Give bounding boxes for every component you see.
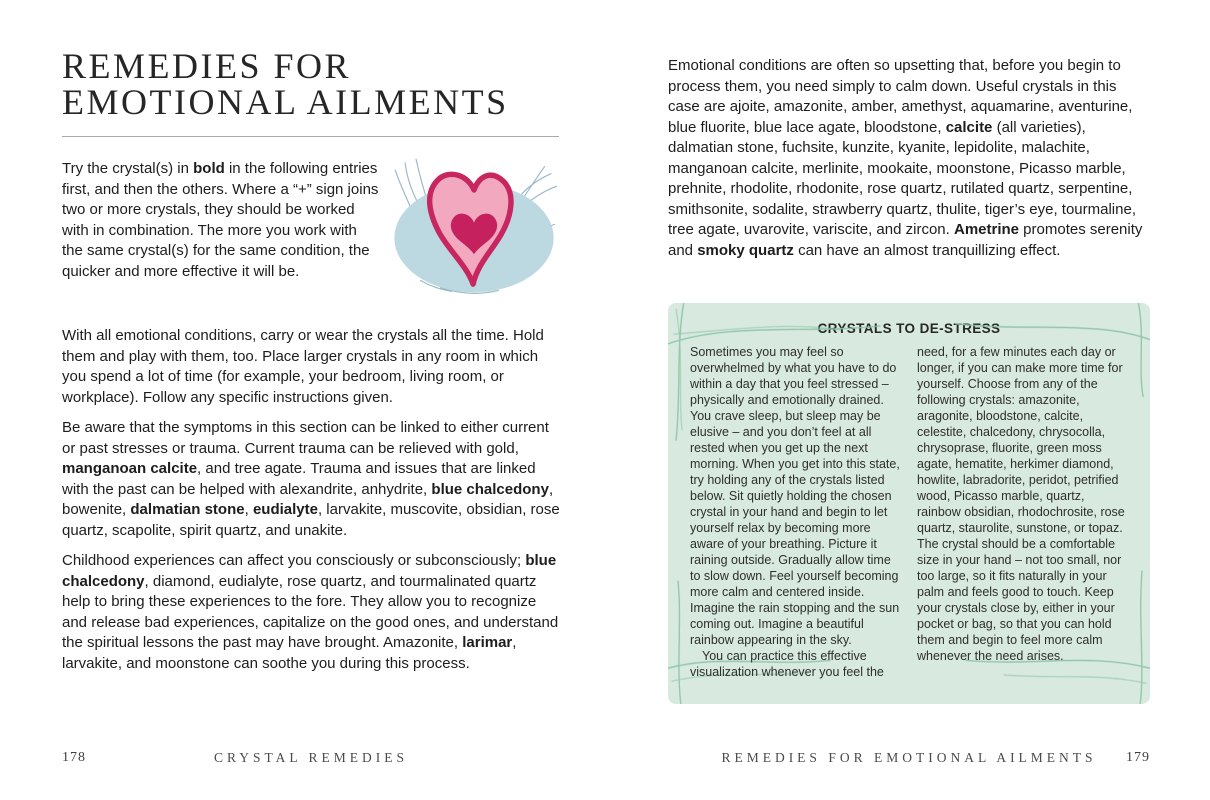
crystals-to-destress-box	[668, 303, 1150, 704]
box-paragraph: Sometimes you may feel so overwhelmed by what you have to do within a day that you feel stressed – physically and emotionally drained. You crave sleep, but sleep may be elusive – and you don’t feel at all rested when you get up the next morning. When you get into this state, try holding any of the crystals listed below. Sit quietly holding the chosen crystal in your hand and begin to let yourself relax by becoming more aware of your breathing. Picture it raining outside. Gradually allow time to slow down. Feel yourself becoming more calm and centered inside. Imagine the rain stopping and the sun coming out. Imagine a beautiful rainbow appearing in the sky.	[690, 345, 900, 647]
box-paragraph: You can practice this effective visualization whenever you feel the	[690, 649, 884, 679]
heart-in-blue-blob-graphic	[388, 149, 560, 307]
box-paragraph: need, for a few minutes each day or longer, if you can make more time for yourself. Choose from any of the following crystals: amazonite, aragonite, bloodstone, calcite, celestite, chalcedony, chrysocolla, chrysoprase, fluorite, green moss agate, hematite, herkimer diamond, howlite, labradorite, peridot, petrified wood, Picasso marble, quartz, rainbow obsidian, rhodochrosite, rose quartz, staurolite, sunstone, or topaz. The crystal should be a comfortable size in your hand – not too small, nor too large, so it fits naturally in your palm and feels good to touch. Keep your crystals close by, either in your pocket or bag, so that you can hold them and begin to feel more calm whenever the need arises.	[917, 345, 1125, 663]
box-column-right	[917, 344, 1128, 680]
page-title-line-2: EMOTIONAL AILMENTS	[62, 82, 509, 122]
box-title: CRYSTALS TO DE-STRESS	[817, 321, 1001, 336]
title-divider	[62, 136, 559, 137]
box-column-left	[690, 344, 901, 680]
page-number: 179	[1126, 750, 1150, 765]
page-title	[62, 48, 562, 120]
page-number: 178	[62, 750, 86, 765]
running-head: REMEDIES FOR EMOTIONAL AILMENTS	[721, 750, 1097, 765]
intro-paragraph: Try the crystal(s) in bold in the following entries first, and then the others. Where a “+” sign joins two or more crystals, they should be worked with in combination. The more you work with the same crystal(s) for the same condition, the quicker and more effective it will be.	[62, 160, 379, 280]
left-page-paragraphs	[62, 326, 562, 674]
lead-paragraph: Emotional conditions are often so upsetting that, before you begin to process them, you need simply to calm down. Useful crystals in this case are ajoite, amazonite, amber, amethyst, aquamarine, aventurine, blue fluorite, blue lace agate, bloodstone, calcite (all varieties), dalmatian stone, fuchsite, kunzite, kyanite, lepidolite, malachite, manganoan calcite, merlinite, mookaite, moonstone, Picasso marble, prehnite, rhodolite, rhodonite, rose quartz, rutilated quartz, serpentine, smithsonite, sodalite, strawberry quartz, thulite, tiger’s eye, tourmaline, tree agate, uvarovite, variscite, and zircon. Ametrine promotes serenity and smoky quartz can have an almost tranquillizing effect.	[668, 57, 1143, 259]
right-page	[668, 56, 1152, 704]
paragraph: Childhood experiences can affect you consciously or subconsciously; blue chalcedony, diamond, eudialyte, rose quartz, and tourmalinated quartz help to bring these experiences to the fore. They allow you to recognize and release bad experiences, capitalize on the good ones, and understand the spiritual lessons the past may have brought. Amazonite, larimar, larvakite, and moonstone can soothe you during this process.	[62, 552, 559, 672]
page-title-line-1: REMEDIES FOR	[62, 46, 352, 86]
intro-row	[62, 159, 562, 312]
running-head: CRYSTAL REMEDIES	[213, 750, 409, 765]
heart-illustration	[388, 149, 560, 312]
paragraph: Be aware that the symptoms in this section can be linked to either current or past stresses or trauma. Current trauma can be relieved with gold, manganoan calcite, and tree agate. Trauma and issues that are linked with the past can be helped with alexandrite, anhydrite, blue chalcedony, bowenite, dalmatian stone, eudialyte, larvakite, muscovite, obsidian, rose quartz, scapolite, spirit quartz, and unakite.	[62, 419, 560, 539]
right-page-footer	[668, 750, 1150, 766]
box-columns	[690, 344, 1128, 680]
left-page-footer	[62, 750, 560, 766]
left-page	[62, 48, 562, 684]
paragraph: With all emotional conditions, carry or wear the crystals all the time. Hold them and play with them, too. Place larger crystals in any room in which you spend a lot of time (for example, your bedroom, living room, or workplace). Follow any specific instructions given.	[62, 327, 544, 406]
